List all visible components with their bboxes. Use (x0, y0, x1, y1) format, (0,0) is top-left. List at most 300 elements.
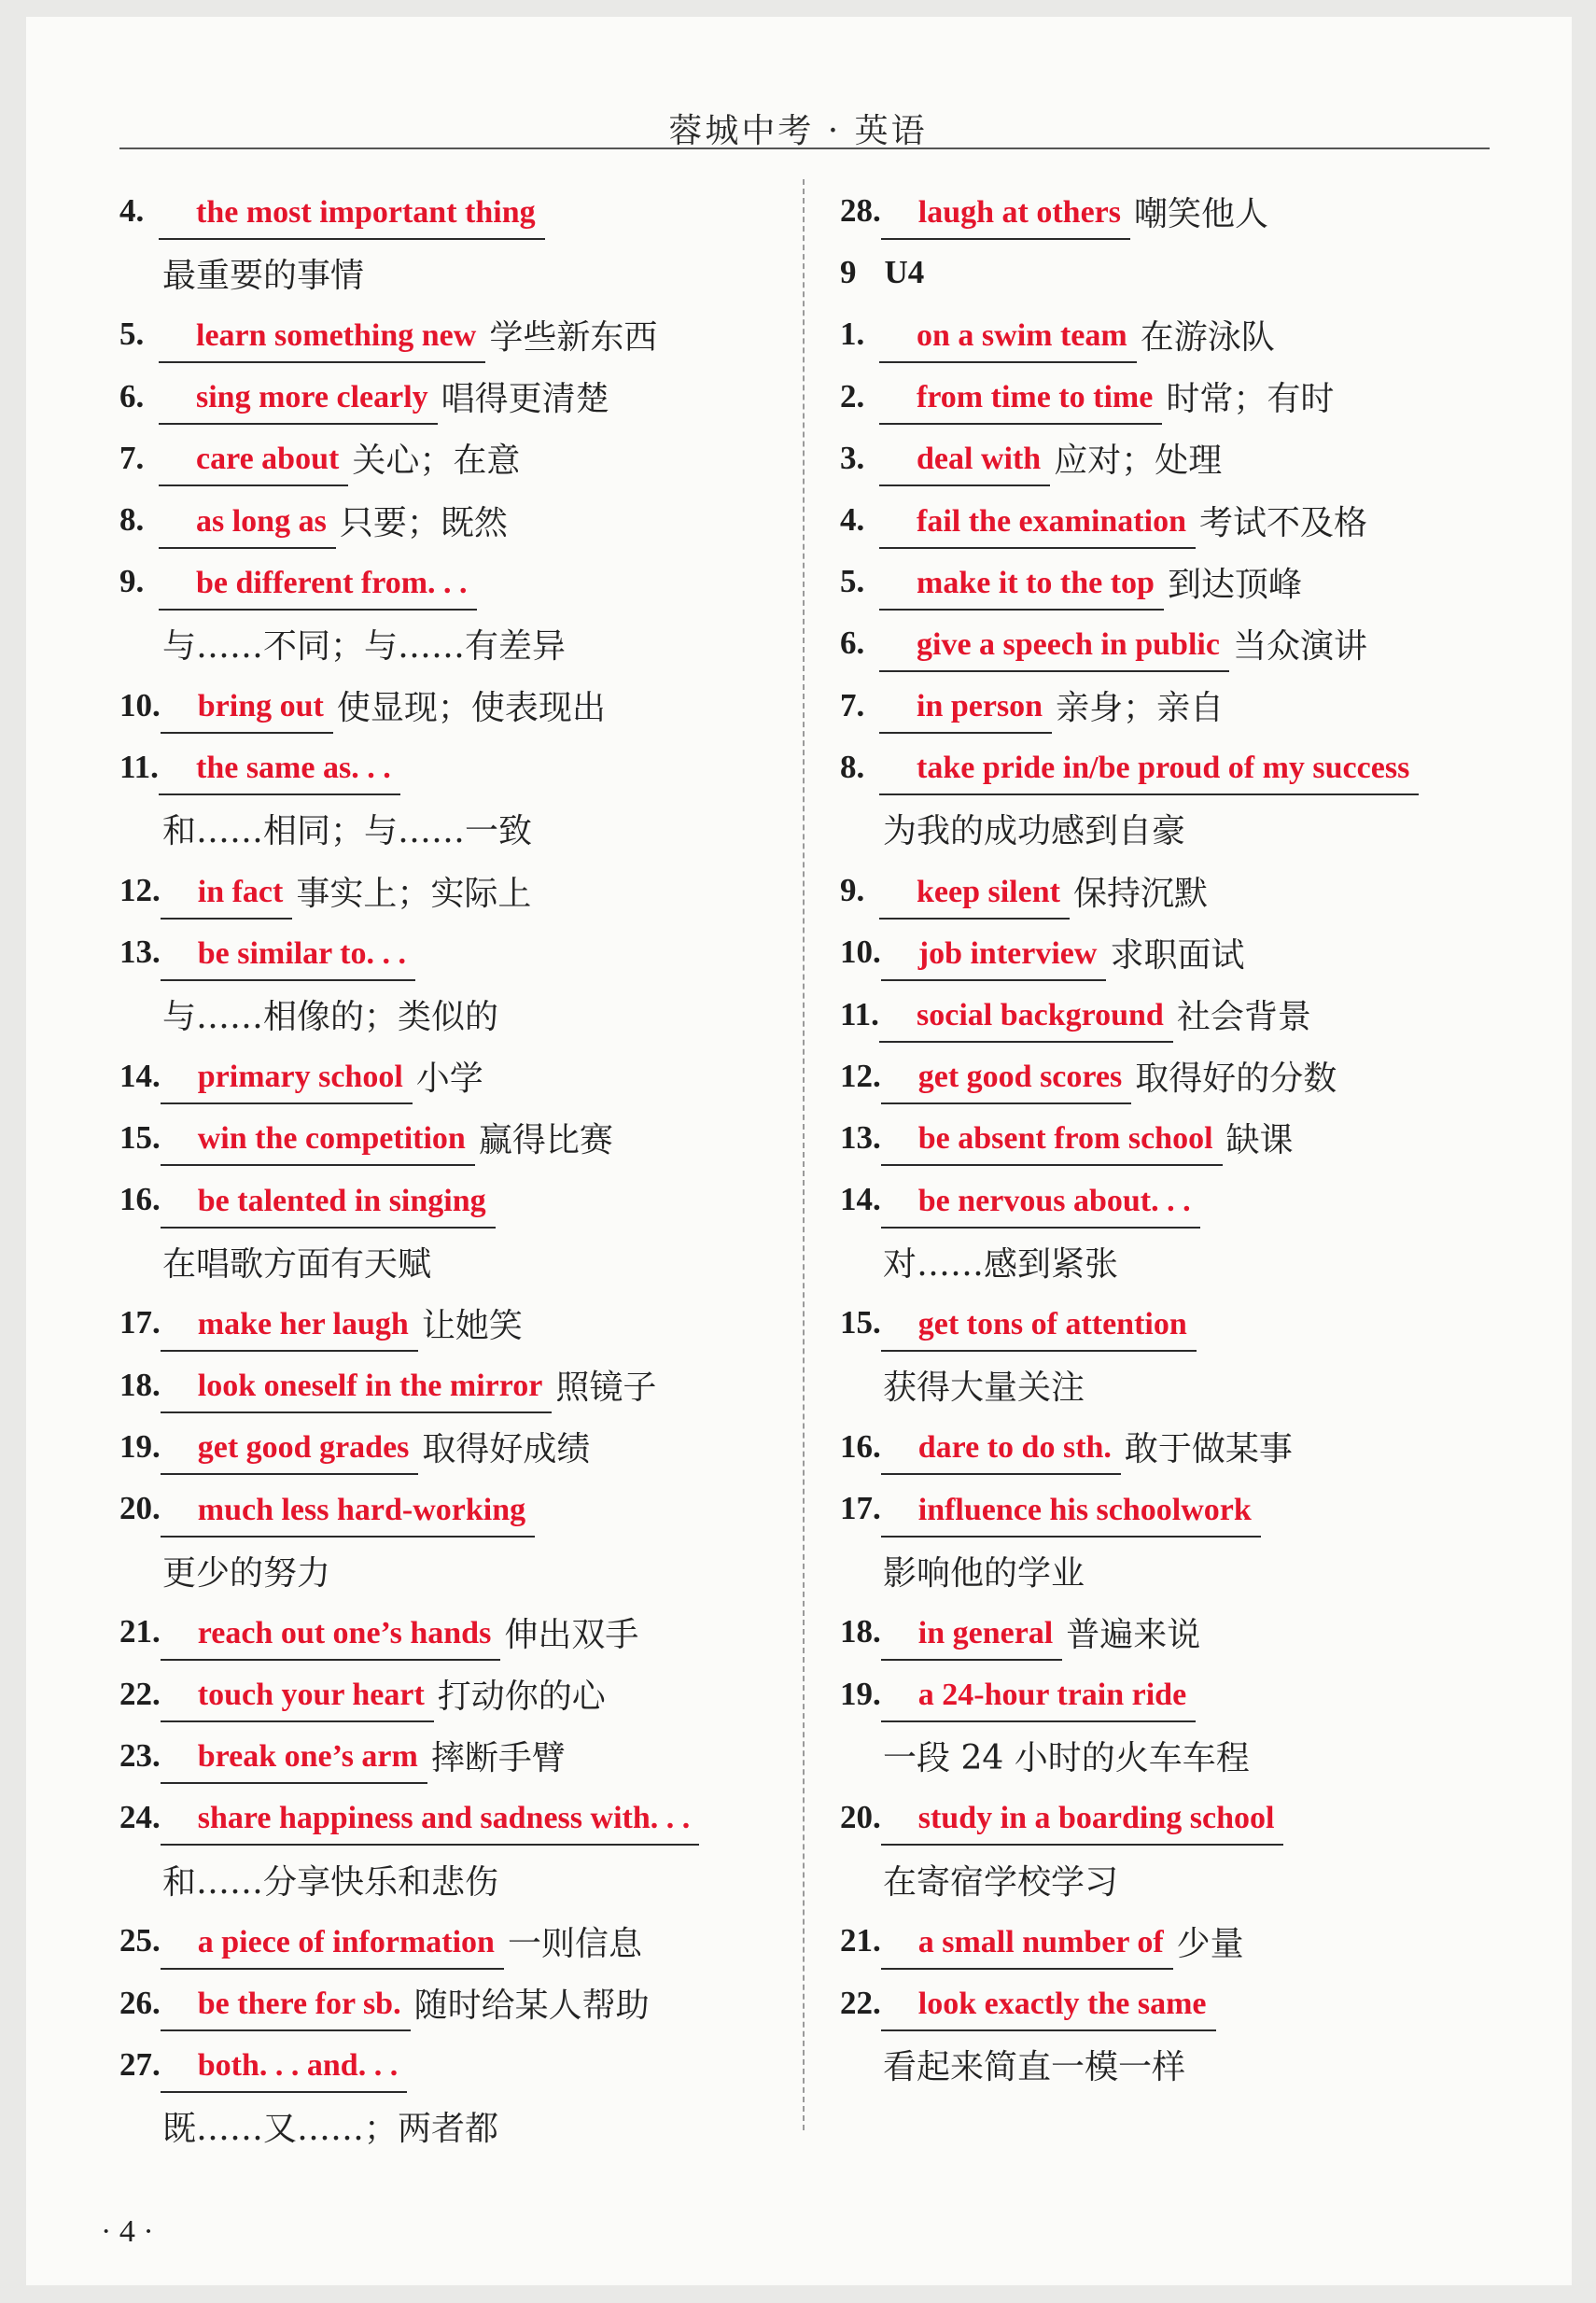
entry-number: 2. (840, 377, 865, 414)
entry-line (840, 1601, 1503, 1663)
entry-number: 21. (840, 1922, 881, 1959)
meaning-text: 最重要的事情 (162, 256, 365, 295)
meaning-text: 到达顶峰 (1167, 565, 1302, 604)
answer-blank (159, 501, 336, 549)
vocab-entry (840, 1972, 1503, 2095)
vocab-entry (119, 1664, 773, 1725)
answer-blank (161, 1118, 475, 1166)
left-column (119, 180, 773, 2157)
answer-blank (881, 192, 1130, 240)
entry-line (119, 1972, 773, 2033)
answer-text: look oneself in the mirror (197, 1369, 543, 1404)
vocab-entry (840, 737, 1503, 860)
entry-line (840, 428, 1503, 489)
entry-number: 22. (119, 1675, 161, 1712)
vocab-entry (840, 1169, 1503, 1292)
entry-number: 12. (840, 1057, 881, 1094)
meaning-text: 使显现；使表现出 (336, 689, 606, 728)
entry-line (119, 1046, 773, 1107)
meaning-line (119, 983, 773, 1045)
meaning-text: 为我的成功感到自豪 (883, 812, 1186, 851)
page-number: · 4 · (101, 2214, 154, 2249)
answer-blank (161, 1736, 427, 1784)
entry-number: 15. (119, 1118, 161, 1156)
answer-text: be absent from school (917, 1121, 1213, 1157)
answer-text: be similar to. . . (197, 935, 406, 971)
vocab-entry (119, 921, 773, 1045)
vocab-entry (840, 1664, 1503, 1787)
answer-text: job interview (917, 935, 1098, 971)
answer-text: learn something new (196, 317, 477, 353)
entry-number: 14. (119, 1057, 161, 1094)
entry-number: 27. (119, 2045, 161, 2083)
entry-number: 24. (119, 1798, 161, 1835)
entry-line (840, 551, 1503, 612)
answer-blank (159, 563, 477, 611)
entry-line (840, 180, 1503, 242)
vocab-entry (840, 675, 1503, 737)
entry-line (840, 1910, 1503, 1972)
vocab-entry (119, 737, 773, 860)
section-number: 9 (840, 254, 857, 291)
vocab-entry (840, 366, 1503, 428)
entry-number: 16. (840, 1427, 881, 1465)
vocab-entry (119, 1972, 773, 2033)
entry-line (119, 860, 773, 921)
answer-text: take pride in/be proud of my success (917, 751, 1410, 786)
answer-text: from time to time (917, 380, 1154, 415)
meaning-line (119, 1539, 773, 1601)
meaning-line (119, 798, 773, 860)
entry-line (119, 1664, 773, 1725)
vocab-entry (119, 1601, 773, 1663)
answer-text: in person (917, 689, 1043, 724)
entry-number: 15. (840, 1304, 881, 1341)
answer-blank (881, 1057, 1131, 1104)
vocab-entry (840, 1910, 1503, 1972)
entry-number: 21. (119, 1613, 161, 1650)
answer-blank (159, 439, 348, 486)
answer-text: social background (917, 998, 1164, 1033)
answer-text: look exactly the same (917, 1987, 1207, 2022)
entry-line (119, 2034, 773, 2096)
entry-number: 18. (119, 1366, 161, 1403)
section-unit: U4 (884, 254, 925, 291)
vocab-entry (119, 1478, 773, 1601)
answer-blank (881, 1490, 1261, 1538)
answer-blank (879, 748, 1419, 795)
meaning-text: 关心；在意 (352, 442, 521, 481)
entry-number: 7. (119, 439, 145, 476)
entry-line (119, 551, 773, 612)
entry-number: 4. (119, 192, 145, 230)
entry-line (840, 303, 1503, 365)
answer-blank (881, 1798, 1284, 1846)
entry-line (840, 489, 1503, 551)
entry-line (840, 1478, 1503, 1539)
meaning-text: 与……相像的；类似的 (162, 998, 499, 1037)
entry-line (119, 1169, 773, 1230)
meaning-text: 在寄宿学校学习 (883, 1862, 1119, 1902)
answer-text: get good scores (917, 1060, 1123, 1095)
vocab-entry (840, 180, 1503, 242)
vocab-entry (119, 489, 773, 551)
vocab-entry (840, 860, 1503, 921)
meaning-line (119, 612, 773, 674)
answer-blank (161, 934, 415, 981)
entry-number: 25. (119, 1922, 161, 1959)
meaning-text: 保持沉默 (1072, 874, 1208, 913)
entry-line (840, 1416, 1503, 1478)
meaning-text: 伸出双手 (504, 1615, 639, 1654)
meaning-text: 取得好的分数 (1135, 1060, 1337, 1099)
meaning-text: 一段 24 小时的火车车程 (883, 1739, 1250, 1778)
answer-text: as long as (196, 503, 327, 539)
answer-text: get tons of attention (917, 1306, 1187, 1341)
meaning-text: 亲身；亲自 (1056, 689, 1225, 728)
entry-line (840, 1169, 1503, 1230)
meaning-text: 求职面试 (1110, 935, 1245, 975)
meaning-text: 打动你的心 (437, 1678, 606, 1717)
vocab-entry (119, 428, 773, 489)
entry-line (119, 489, 773, 551)
answer-blank (161, 1181, 496, 1229)
meaning-line (840, 1355, 1503, 1416)
entry-line (840, 1972, 1503, 2033)
vocab-entry (840, 1416, 1503, 1478)
meaning-line (840, 1848, 1503, 1910)
entry-line (119, 1416, 773, 1478)
entry-line (840, 612, 1503, 674)
meaning-text: 事实上；实际上 (296, 874, 532, 913)
vocab-entry (119, 1107, 773, 1169)
entry-number: 20. (840, 1798, 881, 1835)
answer-blank (161, 686, 333, 734)
entry-line (119, 1725, 773, 1787)
vocab-entry (840, 612, 1503, 674)
answer-blank (161, 1675, 434, 1722)
answer-text: the most important thing (196, 194, 536, 230)
meaning-text: 唱得更清楚 (441, 380, 609, 419)
column-divider (803, 179, 805, 2130)
answer-blank (881, 1427, 1121, 1475)
answer-text: the same as. . . (196, 751, 391, 786)
vocab-entry (119, 1416, 773, 1478)
meaning-line (119, 2096, 773, 2157)
answer-text: be there for sb. (197, 1987, 401, 2022)
meaning-text: 看起来简直一模一样 (883, 2048, 1186, 2087)
right-column-top (840, 180, 1503, 242)
entry-line (119, 1478, 773, 1539)
answer-blank (159, 192, 545, 240)
meaning-text: 一则信息 (507, 1924, 642, 1963)
answer-blank (881, 1613, 1062, 1661)
answer-blank (161, 1798, 700, 1846)
meaning-line (840, 1725, 1503, 1787)
vocab-entry (840, 1601, 1503, 1663)
answer-text: a piece of information (197, 1924, 495, 1959)
entry-line (840, 1046, 1503, 1107)
vocab-entry (840, 1292, 1503, 1415)
entry-line (119, 180, 773, 242)
answer-text: on a swim team (917, 317, 1127, 353)
answer-text: make her laugh (197, 1306, 409, 1341)
entry-line (840, 1664, 1503, 1725)
answer-blank (879, 686, 1052, 734)
vocab-entry (119, 1169, 773, 1292)
entry-number: 6. (119, 377, 145, 414)
answer-blank (881, 1304, 1197, 1352)
meaning-text: 普遍来说 (1066, 1615, 1201, 1654)
answer-blank (161, 1427, 419, 1475)
vocab-entry (119, 551, 773, 674)
answer-text: give a speech in public (917, 626, 1220, 662)
entry-number: 1. (840, 316, 865, 353)
meaning-text: 获得大量关注 (883, 1369, 1085, 1408)
vocab-entry (840, 1046, 1503, 1107)
answer-blank (161, 1490, 535, 1538)
vocab-entry (119, 2034, 773, 2157)
entry-number: 20. (119, 1490, 161, 1527)
entry-number: 14. (840, 1181, 881, 1218)
entry-line (119, 1787, 773, 1848)
answer-text: break one’s arm (197, 1739, 418, 1775)
answer-text: both. . . and. . . (197, 2048, 399, 2084)
answer-blank (879, 316, 1137, 363)
header-rule (119, 147, 1490, 149)
entry-line (119, 921, 773, 983)
answer-blank (879, 501, 1196, 549)
answer-text: a 24-hour train ride (917, 1678, 1187, 1713)
vocab-entry (840, 489, 1503, 551)
answer-text: care about (196, 442, 340, 477)
vocab-entry (119, 366, 773, 428)
answer-text: touch your heart (197, 1678, 425, 1713)
vocab-entry (119, 1910, 773, 1972)
meaning-text: 当众演讲 (1232, 626, 1367, 666)
entry-number: 9. (119, 563, 145, 600)
answer-blank (161, 2045, 407, 2093)
meaning-text: 随时给某人帮助 (413, 1987, 650, 2026)
meaning-text: 让她笑 (421, 1306, 523, 1345)
answer-blank (879, 872, 1070, 920)
answer-blank (161, 1613, 501, 1661)
entry-number: 10. (119, 686, 161, 723)
page-header-title: 蓉城中考 · 英语 (668, 112, 928, 150)
entry-line (840, 366, 1503, 428)
vocab-entry (119, 1355, 773, 1416)
answer-text: be nervous about. . . (917, 1183, 1191, 1218)
vocab-entry (119, 860, 773, 921)
answer-text: reach out one’s hands (197, 1615, 492, 1650)
vocab-entry (840, 1478, 1503, 1601)
entry-number: 23. (119, 1736, 161, 1774)
meaning-text: 摔断手臂 (430, 1739, 566, 1778)
meaning-text: 在唱歌方面有天赋 (162, 1244, 432, 1284)
entry-number: 11. (119, 748, 159, 785)
meaning-text: 少量 (1176, 1924, 1244, 1963)
answer-blank (161, 1057, 413, 1104)
entry-line (840, 1107, 1503, 1169)
answer-blank (879, 377, 1162, 425)
vocab-entry (840, 983, 1503, 1045)
entry-number: 17. (119, 1304, 161, 1341)
meaning-text: 小学 (415, 1060, 483, 1099)
meaning-line (840, 1539, 1503, 1601)
answer-blank (881, 1984, 1216, 2031)
answer-blank (161, 1366, 553, 1413)
meaning-text: 和……分享快乐和悲伤 (162, 1862, 499, 1902)
answer-text: dare to do sth. (917, 1430, 1112, 1466)
entry-number: 16. (119, 1181, 161, 1218)
vocab-entry (840, 303, 1503, 365)
entry-number: 13. (119, 934, 161, 971)
meaning-text: 对……感到紧张 (883, 1244, 1119, 1284)
answer-text: primary school (197, 1060, 403, 1095)
entry-line (119, 1355, 773, 1416)
entry-line (119, 1107, 773, 1169)
meaning-text: 社会背景 (1176, 998, 1311, 1037)
answer-blank (159, 316, 485, 363)
answer-blank (161, 872, 293, 920)
vocab-entry (119, 1292, 773, 1354)
answer-blank (881, 934, 1107, 981)
entry-line (119, 366, 773, 428)
answer-blank (881, 1181, 1200, 1229)
right-column-entries (840, 303, 1503, 2095)
entry-line (840, 860, 1503, 921)
meaning-line (840, 798, 1503, 860)
answer-text: fail the examination (917, 503, 1186, 539)
entry-number: 6. (840, 625, 865, 662)
entry-number: 19. (840, 1675, 881, 1712)
entry-number: 18. (840, 1613, 881, 1650)
answer-text: in general (917, 1615, 1054, 1650)
entry-number: 28. (840, 192, 881, 230)
entry-line (840, 675, 1503, 737)
vocab-entry (840, 1787, 1503, 1910)
entry-line (840, 921, 1503, 983)
meaning-line (840, 2034, 1503, 2096)
entry-number: 17. (840, 1490, 881, 1527)
entry-number: 7. (840, 686, 865, 723)
meaning-text: 敢于做某事 (1124, 1430, 1293, 1469)
vocab-entry (119, 1046, 773, 1107)
answer-text: sing more clearly (196, 380, 428, 415)
answer-blank (881, 1675, 1196, 1722)
answer-blank (881, 1922, 1173, 1970)
meaning-text: 应对；处理 (1054, 442, 1223, 481)
entry-line (119, 675, 773, 737)
answer-text: keep silent (917, 874, 1060, 909)
answer-text: much less hard-working (197, 1492, 526, 1527)
meaning-text: 考试不及格 (1198, 503, 1367, 542)
answer-text: be different from. . . (196, 565, 468, 600)
entry-number: 4. (840, 501, 865, 539)
entry-number: 12. (119, 872, 161, 909)
answer-text: in fact (197, 874, 284, 909)
meaning-text: 和……相同；与……一致 (162, 812, 533, 851)
entry-line (119, 1292, 773, 1354)
meaning-text: 在游泳队 (1140, 317, 1275, 357)
answer-text: a small number of (917, 1924, 1164, 1959)
answer-text: make it to the top (917, 565, 1155, 600)
vocab-entry (119, 1725, 773, 1787)
vocab-entry (119, 675, 773, 737)
entry-number: 19. (119, 1427, 161, 1465)
entry-number: 26. (119, 1984, 161, 2021)
section-heading (840, 242, 1503, 303)
entry-line (119, 1601, 773, 1663)
vocab-entry (119, 303, 773, 365)
meaning-text: 缺课 (1225, 1121, 1294, 1160)
entry-number: 8. (840, 748, 865, 785)
entry-number: 5. (119, 316, 145, 353)
entry-line (840, 1787, 1503, 1848)
answer-text: share happiness and sadness with. . . (197, 1801, 691, 1836)
meaning-line (119, 242, 773, 303)
answer-text: get good grades (197, 1430, 410, 1466)
meaning-line (840, 1230, 1503, 1292)
meaning-line (119, 1848, 773, 1910)
entry-number: 22. (840, 1984, 881, 2021)
meaning-text: 时常；有时 (1166, 380, 1335, 419)
entry-line (119, 428, 773, 489)
answer-blank (161, 1304, 418, 1352)
answer-blank (879, 439, 1050, 486)
meaning-text: 影响他的学业 (883, 1553, 1085, 1593)
meaning-text: 学些新东西 (489, 317, 658, 357)
meaning-text: 取得好成绩 (422, 1430, 591, 1469)
answer-text: laugh at others (917, 194, 1121, 230)
answer-blank (159, 748, 400, 795)
meaning-text: 更少的努力 (162, 1553, 331, 1593)
answer-text: study in a boarding school (917, 1801, 1275, 1836)
answer-blank (161, 1984, 411, 2031)
answer-text: influence his schoolwork (917, 1492, 1252, 1527)
vocab-entry (840, 428, 1503, 489)
entry-number: 11. (840, 995, 879, 1032)
entry-number: 9. (840, 872, 865, 909)
vocab-entry (119, 180, 773, 303)
entry-line (840, 737, 1503, 798)
vocab-entry (840, 921, 1503, 983)
entry-line (840, 1292, 1503, 1354)
answer-blank (879, 995, 1173, 1043)
meaning-text: 与……不同；与……有差异 (162, 626, 567, 666)
meaning-text: 既……又……；两者都 (162, 2110, 499, 2149)
meaning-text: 只要；既然 (339, 503, 508, 542)
answer-blank (159, 377, 438, 425)
answer-blank (879, 625, 1229, 672)
entry-number: 10. (840, 934, 881, 971)
vocab-entry (119, 1787, 773, 1910)
entry-line (119, 1910, 773, 1972)
entry-line (119, 303, 773, 365)
answer-blank (161, 1922, 504, 1970)
meaning-line (119, 1230, 773, 1292)
meaning-text: 照镜子 (555, 1369, 657, 1408)
answer-blank (881, 1118, 1223, 1166)
vocab-entry (840, 1107, 1503, 1169)
entry-number: 3. (840, 439, 865, 476)
entry-number: 5. (840, 563, 865, 600)
entry-number: 8. (119, 501, 145, 539)
meaning-text: 嘲笑他人 (1133, 194, 1268, 233)
entry-number: 13. (840, 1118, 881, 1156)
answer-blank (879, 563, 1164, 611)
vocab-entry (840, 551, 1503, 612)
